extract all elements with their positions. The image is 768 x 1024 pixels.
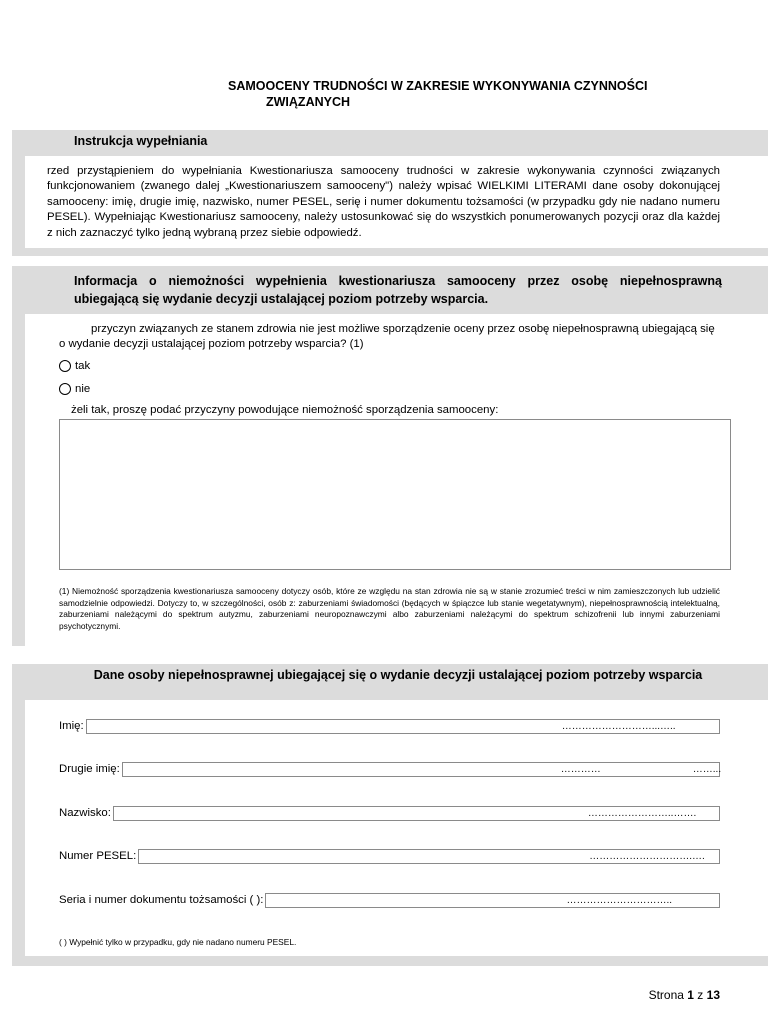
radio-tak[interactable] bbox=[59, 360, 71, 372]
pager-total: 13 bbox=[706, 988, 720, 1002]
option-nie[interactable] bbox=[59, 381, 90, 397]
id-document-dots: ………………………….. bbox=[566, 894, 673, 906]
second-name-row bbox=[59, 760, 720, 778]
pager-current: 1 bbox=[687, 988, 694, 1002]
id-document-label: Seria i numer dokumentu tożsamości ( ): bbox=[59, 894, 264, 906]
second-name-field[interactable] bbox=[122, 762, 720, 777]
first-name-row bbox=[59, 717, 720, 735]
pager-sep: z bbox=[693, 988, 707, 1002]
option-nie-label: nie bbox=[75, 383, 91, 395]
option-tak-label: tak bbox=[75, 360, 91, 372]
page-number bbox=[649, 988, 720, 1002]
pesel-label: Numer PESEL: bbox=[59, 850, 137, 862]
instructions-text: rzed przystąpieniem do wypełniania Kwestionariusza samooceny trudności w zakresie wykonywania czynności związanych funkcjonowaniem (zwanego dalej „Kwestionariuszem samooceny") należy wpisać WIELKIMI LITERAMI dane osoby dokonującej samooceny: imię, drugie imię, nazwisko, numer PESEL, serię i numer dokumentu tożsamości (w przypadku gdy nie nadano numeru PESEL). Wypełniając Kwestionariusz samooceny, należy ustosunkować się do wszystkich ponumerowanych pozycji oraz dla każdej z nich zaznaczyć tylko jedną wybraną przez siebie odpowiedź. bbox=[47, 165, 720, 239]
pager-prefix: Strona bbox=[648, 988, 688, 1002]
option-tak[interactable] bbox=[59, 358, 90, 374]
impossibility-body-area bbox=[25, 314, 768, 646]
instructions-heading: Instrukcja wypełniania bbox=[74, 134, 208, 148]
pesel-footnote: ( ) Wypełnić tylko w przypadku, gdy nie nadano numeru PESEL. bbox=[59, 937, 297, 947]
title-line-1: SAMOOCENY TRUDNOŚCI W ZAKRESIE WYKONYWANIA CZYNNOŚCI bbox=[228, 79, 648, 93]
impossibility-heading: Informacja o niemożności wypełnienia kwestionariusza samooceny przez osobę niepełnosprawną ubiegającą się wydanie decyzji ustalającej poziom potrzeby wsparcia. bbox=[74, 274, 722, 306]
question-line-1: przyczyn związanych ze stanem zdrowia nie jest możliwe sporządzenie oceny przez osobę niepełnosprawną ubiegającą się bbox=[91, 323, 715, 335]
id-document-row bbox=[59, 891, 720, 909]
document-title bbox=[228, 78, 728, 110]
impossibility-question bbox=[59, 322, 720, 353]
first-name-field[interactable] bbox=[86, 719, 720, 734]
first-name-dots: ………………………...….. bbox=[561, 720, 676, 732]
second-name-dots-b: ……... bbox=[692, 763, 722, 775]
instructions-section bbox=[12, 130, 768, 256]
reason-label: żeli tak, proszę podać przyczyny powodujące niemożność sporządzenia samooceny: bbox=[71, 404, 499, 416]
instructions-body-area bbox=[25, 156, 768, 248]
surname-row bbox=[59, 804, 720, 822]
pesel-field[interactable] bbox=[138, 849, 720, 864]
surname-dots: ……………………..……. bbox=[587, 807, 697, 819]
id-document-field[interactable] bbox=[265, 893, 720, 908]
question-line-2: o wydanie decyzji ustalającej poziom potrzeby wsparcia? (1) bbox=[59, 338, 364, 351]
surname-label: Nazwisko: bbox=[59, 807, 111, 819]
person-body-area bbox=[25, 700, 768, 956]
impossibility-section bbox=[12, 266, 768, 646]
pesel-dots: ………………………….…. bbox=[589, 850, 705, 862]
second-name-label: Drugie imię: bbox=[59, 763, 120, 775]
person-section bbox=[12, 664, 768, 966]
pesel-row bbox=[59, 847, 720, 865]
person-heading: Dane osoby niepełnosprawnej ubiegającej się o wydanie decyzji ustalającej poziom potrzeby wsparcia bbox=[93, 668, 703, 682]
surname-field[interactable] bbox=[113, 806, 720, 821]
second-name-dots-a: ………… bbox=[560, 763, 601, 775]
title-line-2: ZWIĄZANYCH bbox=[266, 95, 351, 109]
impossibility-footnote: (1) Niemożność sporządzenia kwestionariusza samooceny dotyczy osób, które ze względu na stan zdrowia nie są w stanie zrozumieć treści w nim zamieszczonych lub udzielić samodzielnie odpowiedzi. Dotyczy to, w szczególności, osób z: zaburzeniami świadomości (będących w śpiączce lub stanie wegetatywnym), niepełnosprawnością intelektualną, zaburzeniami należącymi do spektrum autyzmu, zaburzeniami neuropoznawczymi albo zaburzeniami należącymi do spektrum schizofrenii lub innymi zaburzeniami psychotycznymi. bbox=[59, 586, 720, 631]
first-name-label: Imię: bbox=[59, 720, 84, 732]
radio-nie[interactable] bbox=[59, 383, 71, 395]
reason-textarea[interactable] bbox=[59, 419, 731, 570]
